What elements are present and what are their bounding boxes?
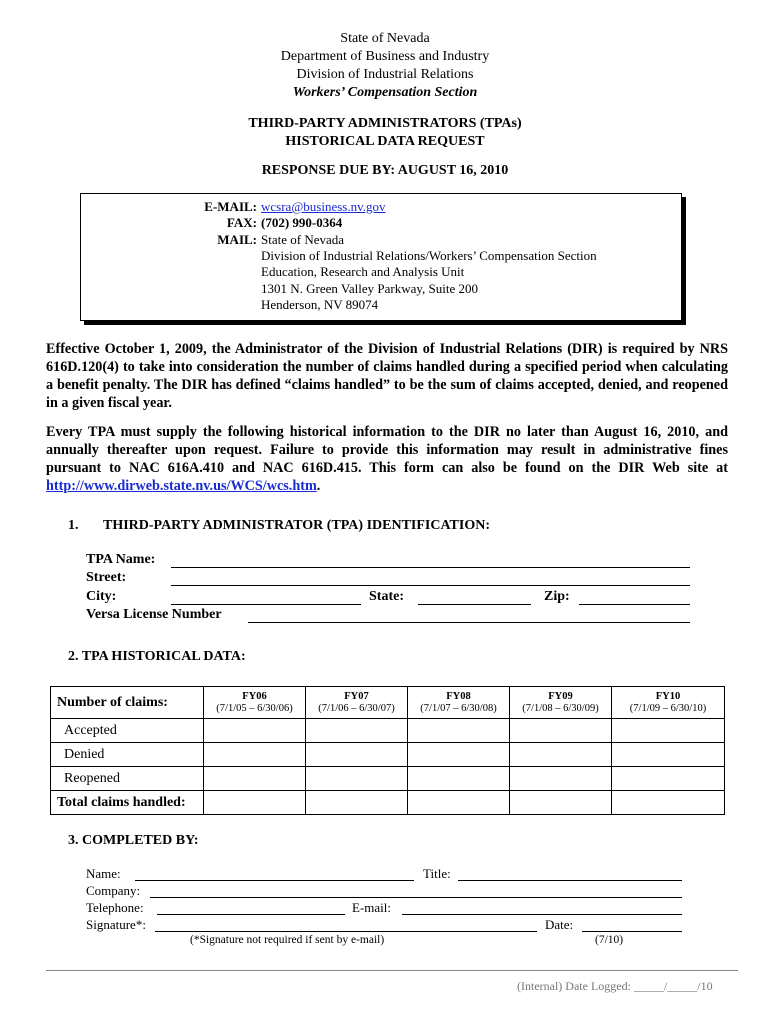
fy-range: (7/1/06 – 6/30/07) (318, 702, 395, 714)
data-cell[interactable] (408, 743, 510, 767)
mail-line: Education, Research and Analysis Unit (261, 264, 465, 279)
data-cell[interactable] (510, 767, 612, 791)
license-field[interactable] (248, 622, 690, 623)
telephone-label: Telephone: (86, 900, 144, 915)
form-version: (7/10) (595, 934, 624, 946)
section2-title: 2. TPA HISTORICAL DATA: (68, 649, 246, 664)
city-field[interactable] (171, 604, 361, 605)
table-row (51, 791, 725, 815)
data-cell[interactable] (612, 791, 725, 815)
row-label-total: Total claims handled: (51, 791, 204, 815)
zip-label: Zip: (544, 589, 570, 604)
contact-box (80, 193, 682, 321)
city-label: City: (86, 589, 117, 604)
data-cell[interactable] (408, 719, 510, 743)
email-label: E-MAIL: (204, 199, 257, 214)
fy-name: FY10 (655, 690, 681, 702)
mail-label: MAIL: (217, 232, 257, 247)
data-cell[interactable] (204, 743, 306, 767)
row-label-accepted: Accepted (51, 719, 204, 743)
signature-label: Signature*: (86, 917, 146, 932)
historical-data-table (50, 686, 725, 815)
telephone-field[interactable] (157, 914, 345, 915)
fy-range: (7/1/07 – 6/30/08) (420, 702, 497, 714)
date-label: Date: (545, 917, 574, 932)
street-field[interactable] (171, 585, 690, 586)
data-cell[interactable] (510, 791, 612, 815)
signature-field[interactable] (155, 931, 537, 932)
intro-paragraph-1: Effective October 1, 2009, the Administrator of the Division of Industrial Relations (DIR) is required by NRS 616D.120(4) to take into consideration the number of claims handled during a specified period when calculating a benefit penalty. The DIR has defined “claims handled” to be the sum of claims accepted, denied, and reopened in a given fiscal year. (46, 341, 728, 411)
intro-paragraph-2-text: Every TPA must supply the following historical information to the DIR no later than August 16, 2010, and annually thereafter upon request. Failure to provide this information may result in administrative fines pursuant to NAC 616A.410 and NAC 616D.415. This form can also be found on the DIR Web site at (46, 424, 728, 476)
form-title-line1: THIRD-PARTY ADMINISTRATORS (TPAs) (248, 116, 522, 131)
header-section: Workers’ Compensation Section (292, 85, 478, 100)
fy-range: (7/1/05 – 6/30/06) (216, 702, 293, 714)
license-label: Versa License Number (86, 607, 222, 622)
street-label: Street: (86, 570, 127, 585)
table-row (51, 719, 725, 743)
mail-line: 1301 N. Green Valley Parkway, Suite 200 (261, 281, 478, 296)
mail-line: State of Nevada (261, 232, 345, 247)
company-field[interactable] (150, 897, 682, 898)
completed-name-field[interactable] (135, 880, 414, 881)
contact-email-link[interactable]: wcsra@business.nv.gov (261, 199, 386, 214)
data-cell[interactable] (306, 719, 408, 743)
company-label: Company: (86, 883, 141, 898)
fy-range: (7/1/08 – 6/30/09) (522, 702, 599, 714)
data-cell[interactable] (612, 719, 725, 743)
header-number-of-claims: Number of claims: (51, 687, 204, 719)
fy-header (612, 687, 725, 719)
form-title-line2: HISTORICAL DATA REQUEST (285, 134, 485, 149)
fax-number: (702) 990-0364 (261, 215, 343, 230)
data-cell[interactable] (510, 719, 612, 743)
fy-header (510, 687, 612, 719)
mail-line: Henderson, NV 89074 (261, 297, 379, 312)
data-cell[interactable] (510, 743, 612, 767)
state-field[interactable] (418, 604, 531, 605)
data-cell[interactable] (306, 743, 408, 767)
completed-name-label: Name: (86, 866, 121, 881)
date-field[interactable] (582, 931, 682, 932)
response-due: RESPONSE DUE BY: AUGUST 16, 2010 (261, 163, 509, 178)
data-cell[interactable] (204, 791, 306, 815)
fy-header (204, 687, 306, 719)
header-state: State of Nevada (340, 31, 430, 46)
table-row (51, 743, 725, 767)
row-label-denied: Denied (51, 743, 204, 767)
tpa-name-field[interactable] (171, 567, 690, 568)
dir-website-link[interactable]: http://www.dirweb.state.nv.us/WCS/wcs.htm (46, 478, 317, 494)
completed-title-field[interactable] (458, 880, 682, 881)
signature-note: (*Signature not required if sent by e-mail) (190, 934, 385, 946)
data-cell[interactable] (306, 791, 408, 815)
internal-date-logged: (Internal) Date Logged: _____/_____/10 (517, 979, 713, 993)
fy-name: FY08 (446, 690, 471, 702)
fy-name: FY06 (242, 690, 267, 702)
zip-field[interactable] (579, 604, 690, 605)
data-cell[interactable] (612, 767, 725, 791)
section1-title: THIRD-PARTY ADMINISTRATOR (TPA) IDENTIFICATION: (103, 518, 490, 533)
completed-email-label: E-mail: (352, 900, 391, 915)
fy-name: FY07 (344, 690, 369, 702)
fy-header (408, 687, 510, 719)
header-department: Department of Business and Industry (280, 49, 490, 64)
fy-range: (7/1/09 – 6/30/10) (629, 702, 707, 714)
table-row (51, 767, 725, 791)
completed-email-field[interactable] (402, 914, 682, 915)
data-cell[interactable] (408, 767, 510, 791)
intro-paragraph-2 (46, 423, 728, 495)
fy-name: FY09 (548, 690, 573, 702)
completed-title-label: Title: (423, 866, 451, 881)
data-cell[interactable] (612, 743, 725, 767)
intro-paragraph-2-end: . (316, 478, 321, 494)
data-cell[interactable] (204, 719, 306, 743)
header-division: Division of Industrial Relations (296, 67, 474, 82)
data-cell[interactable] (306, 767, 408, 791)
fy-header (306, 687, 408, 719)
row-label-reopened: Reopened (51, 767, 204, 791)
footer-divider (46, 970, 738, 971)
tpa-name-label: TPA Name: (86, 552, 156, 567)
data-cell[interactable] (408, 791, 510, 815)
fax-label: FAX: (226, 215, 257, 230)
state-label: State: (369, 589, 404, 604)
section1-number: 1. (68, 518, 79, 533)
mail-line: Division of Industrial Relations/Workers’ Compensation Section (261, 248, 597, 263)
section3-title: 3. COMPLETED BY: (68, 833, 199, 848)
data-cell[interactable] (204, 767, 306, 791)
